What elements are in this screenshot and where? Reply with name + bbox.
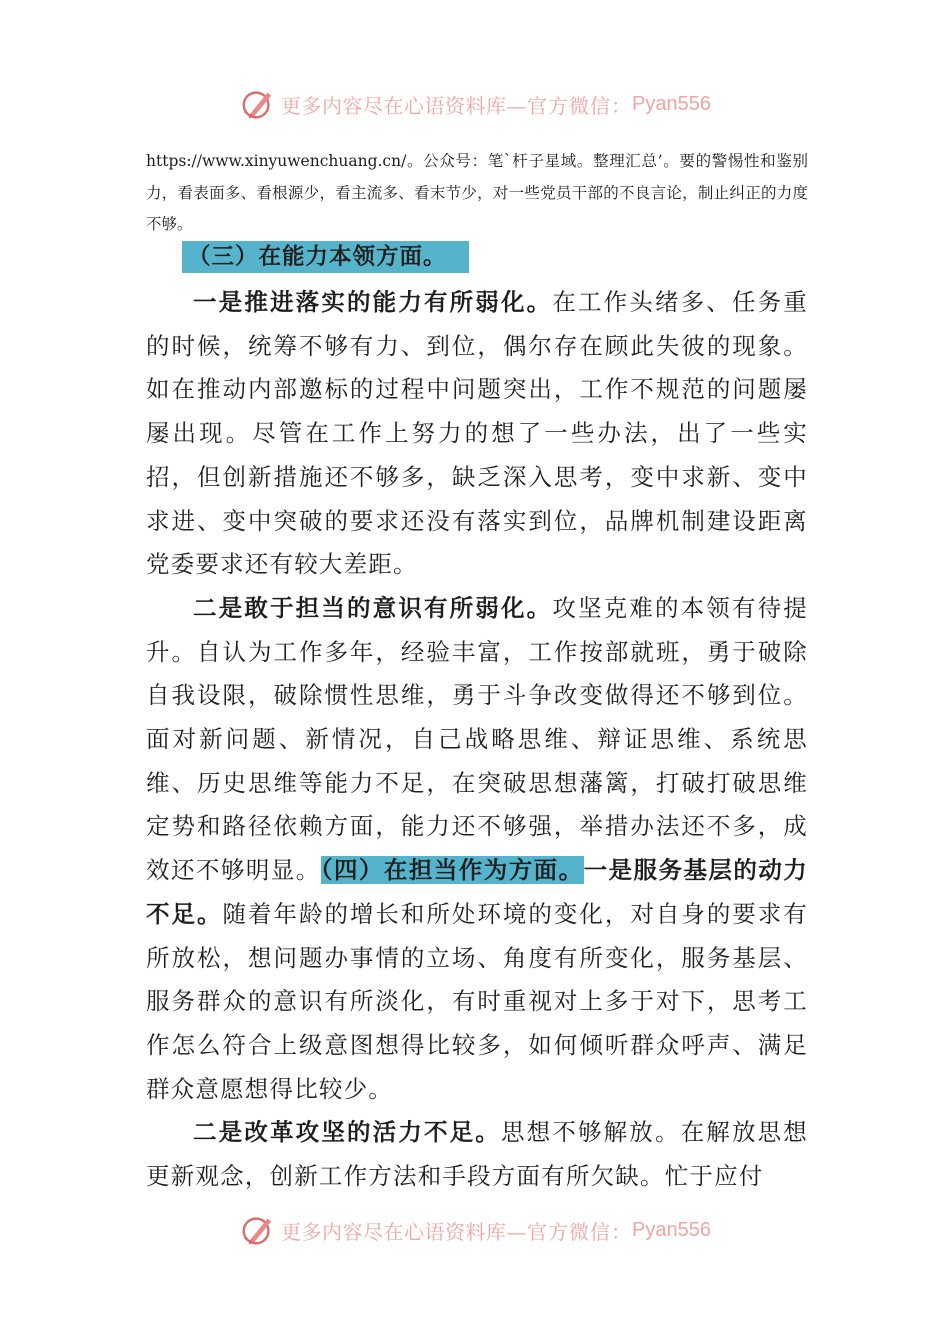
header-watermark-banner	[0, 84, 950, 124]
paragraph-text: 攻坚克难的本领有待提升。自认为工作多年，经验丰富，工作按部就班，勇于破除自我设限，破除惯性思维，勇于斗争改变做得还不够到位。面对新问题、新情况，自己战略思维、辩证思维、系统思维、历史思维等能力不足，在突破思想藩篱，打破打破思维定势和路径依赖方面，能力还不够强，举措办法还不多，成效还不够明显。	[146, 593, 808, 885]
banner-wechat-label: 官方微信：	[527, 93, 633, 118]
pen-logo-icon	[239, 85, 277, 123]
section-4-paragraph-2	[146, 1111, 808, 1198]
paragraph-lead: 二是改革攻坚的活力不足。	[193, 1118, 501, 1147]
pen-logo-icon	[239, 1211, 277, 1249]
section-3-heading: （三）在能力本领方面。	[182, 241, 469, 273]
banner-wechat-label: 官方微信：	[527, 1219, 633, 1244]
section-3-paragraph-2	[146, 587, 808, 1111]
footer-watermark-banner	[0, 1210, 950, 1250]
document-body	[146, 281, 808, 1199]
intro-paragraph: https://www.xinyuwenchuang.cn/。公众号：笔`杆子星域。整理汇总’。要的警惕性和鉴别力，看表面多、看根源少，看主流多、看末节少，对一些党员干部的不良言论，制止纠正的力度不够。	[146, 152, 808, 233]
paragraph-lead: 一是服务基层的动力不足。	[146, 856, 808, 928]
paragraph-text: 思想不够解放。在解放思想更新观念，创新工作方法和手段方面有所欠缺。忙于应付	[146, 1118, 808, 1191]
section-3-paragraph-1	[146, 281, 808, 587]
paragraph-text: 在工作头绪多、任务重的时候，统筹不够有力、到位，偶尔存在顾此失彼的现象。如在推动内部邀标的过程中问题突出，工作不规范的问题屡屡出现。尽管在工作上努力的想了一些办法，出了一些实招，但创新措施还不够多，缺乏深入思考，变中求新、变中求进、变中突破的要求还没有落实到位，品牌机制建设距离党委要求还有较大差距。	[146, 288, 808, 579]
section-4-heading: （四）在担当作为方面。	[320, 856, 584, 885]
paragraph-text: 随着年龄的增长和所处环境的变化，对自身的要求有所放松，想问题办事情的立场、角度有所变化，服务基层、服务群众的意识有所淡化，有时重视对上多于对下，思考工作怎么符合上级意图想得比较多，如何倾听群众呼声、满足群众意愿想得比较少。	[146, 899, 808, 1103]
paragraph-lead: 二是敢于担当的意识有所弱化。	[193, 593, 553, 622]
banner-wechat-id: Pyan556	[632, 1218, 711, 1241]
banner-text: 更多内容尽在心语资料库—	[281, 1219, 528, 1244]
banner-wechat-id: Pyan556	[632, 92, 711, 115]
paragraph-lead: 一是推进落实的能力有所弱化。	[193, 288, 553, 316]
banner-text: 更多内容尽在心语资料库—	[281, 93, 528, 118]
